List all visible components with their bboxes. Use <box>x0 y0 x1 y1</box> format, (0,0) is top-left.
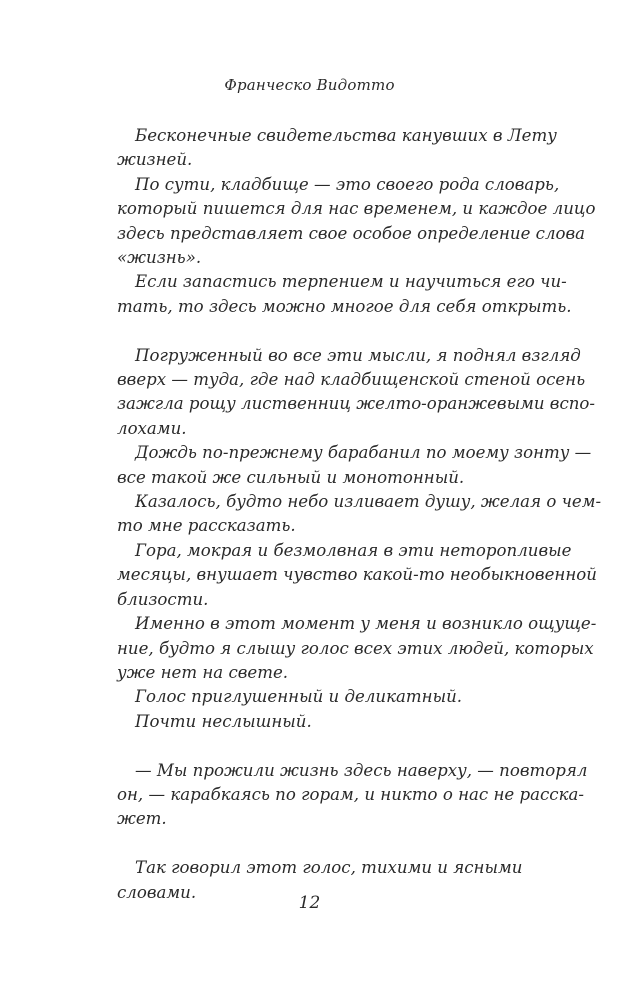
text-line: Погруженный во все эти мысли, я поднял взгляд <box>135 345 581 365</box>
running-head: Франческо Видотто <box>224 76 395 94</box>
paragraph <box>117 490 602 539</box>
text-line: словами. <box>117 882 197 902</box>
text-line: Гора, мокрая и безмолвная в эти неторопливые <box>135 540 572 560</box>
text-line: месяцы, внушает чувство какой-то необыкновенной <box>117 565 597 585</box>
section-break <box>117 832 507 856</box>
text-line: Почти неслышный. <box>135 711 312 731</box>
paragraph <box>117 759 588 832</box>
section-break <box>117 734 507 758</box>
paragraph <box>117 685 507 709</box>
text-line: то мне рассказать. <box>117 516 296 536</box>
text-line: ние, будто я слышу голос всех этих людей, которых <box>117 638 594 658</box>
paragraph <box>117 270 572 319</box>
text-line: Казалось, будто небо изливает душу, желая о чем- <box>135 492 602 512</box>
page-number: 12 <box>298 893 321 913</box>
text-line: Если запастись терпением и научиться его чи- <box>135 272 567 292</box>
text-line: Так говорил этот голос, тихими и ясными <box>135 858 523 878</box>
section-break <box>117 319 507 343</box>
text-line: он, — карабкаясь по горам, и никто о нас не расска- <box>117 784 585 804</box>
paragraph <box>117 173 596 271</box>
body-text <box>117 124 602 905</box>
paragraph <box>117 539 597 612</box>
text-line: тать, то здесь можно многое для себя открыть. <box>117 296 572 316</box>
text-line: «жизнь». <box>117 248 202 268</box>
text-line: По сути, кладбище — это своего рода словарь, <box>135 174 560 194</box>
text-line: который пишется для нас временем, и каждое лицо <box>117 199 596 219</box>
paragraph <box>117 124 557 173</box>
text-line: здесь представляет свое особое определение слова <box>117 223 586 243</box>
text-line: вверх — туда, где над кладбищенской стеной осень <box>117 370 586 390</box>
text-line: все такой же сильный и монотонный. <box>117 467 465 487</box>
paragraph <box>117 710 507 734</box>
text-line: близости. <box>117 589 209 609</box>
text-line: жет. <box>117 809 167 829</box>
text-line: жизней. <box>117 150 193 170</box>
text-line: Бесконечные свидетельства канувших в Лету <box>135 126 557 145</box>
text-line: лохами. <box>117 418 187 438</box>
text-line: Голос приглушенный и деликатный. <box>135 687 463 707</box>
paragraph <box>117 441 592 490</box>
text-line: зажгла рощу лиственниц желто-оранжевыми вспо- <box>117 394 596 414</box>
paragraph <box>117 344 596 442</box>
paragraph <box>117 612 597 685</box>
text-line: Дождь по-прежнему барабанил по моему зонту — <box>135 443 592 463</box>
text-line: — Мы прожили жизнь здесь наверху, — повторял <box>135 760 588 780</box>
text-line: Именно в этот момент у меня и возникло ощуще- <box>135 614 597 634</box>
text-line: уже нет на свете. <box>117 662 289 682</box>
